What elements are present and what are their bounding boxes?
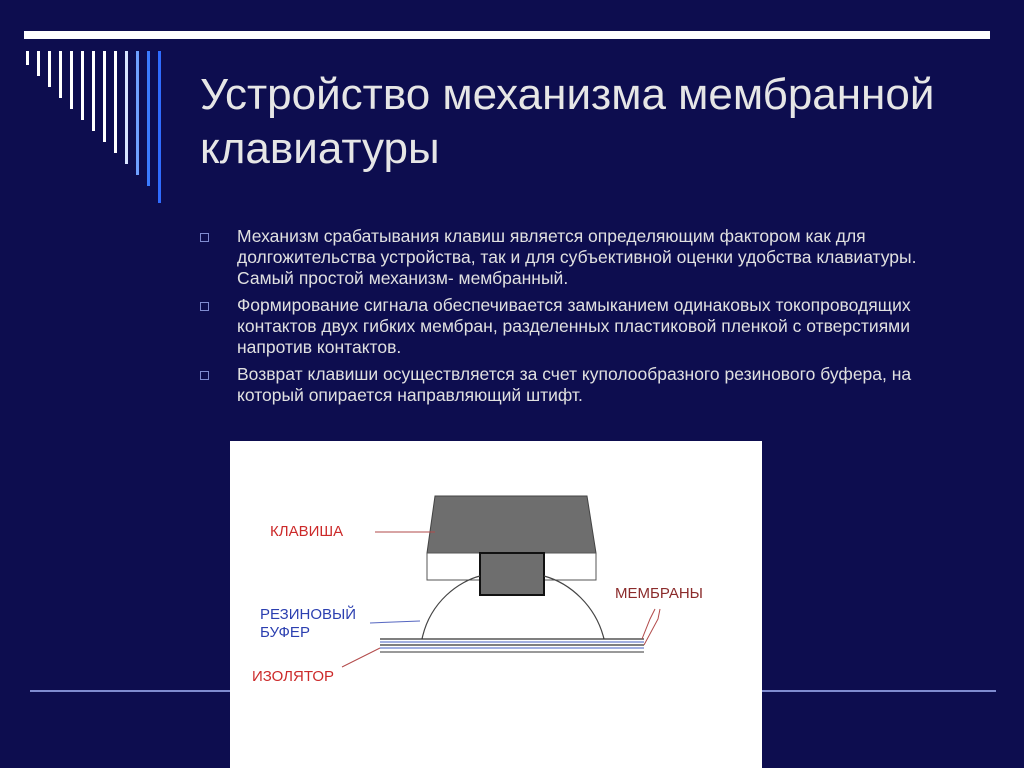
rubber-dome-left [422, 576, 480, 639]
bullet-square-icon [200, 302, 209, 311]
insulator-leader-line [342, 648, 380, 667]
key-stem [480, 553, 544, 595]
label-membranes: МЕМБРАНЫ [615, 585, 703, 602]
keycap-top [427, 496, 596, 553]
decorative-stripes [0, 0, 170, 210]
label-key: КЛАВИША [270, 523, 344, 540]
bullet-text: Механизм срабатывания клавиш является определяющим фактором как для долгожительства устройства, так и для субъективной оценки удобства клавиатуры. Самый простой механизм- мембранный. [237, 226, 917, 288]
slide-title: Устройство механизма мембранной клавиатуры [200, 70, 935, 174]
label-rubber-buffer-2: БУФЕР [260, 624, 310, 641]
rubber-dome-right [544, 576, 604, 639]
bullet-square-icon [200, 371, 209, 380]
bullet-item [200, 226, 960, 289]
bullet-item [200, 295, 960, 358]
bullet-square-icon [200, 233, 209, 242]
bullet-list [200, 226, 960, 412]
membranes-leader-line [642, 609, 655, 639]
buffer-leader-line [370, 621, 420, 623]
label-rubber-buffer-1: РЕЗИНОВЫЙ [260, 606, 357, 623]
bullet-text: Возврат клавиши осуществляется за счет куполообразного резинового буфера, на который опирается направляющий штифт. [237, 364, 912, 405]
bullet-item [200, 364, 960, 406]
label-insulator: ИЗОЛЯТОР [252, 668, 335, 685]
bullet-text: Формирование сигнала обеспечивается замыканием одинаковых токопроводящих контактов двух гибких мембран, разделенных пластиковой пленкой с отверстиями напротив контактов. [237, 295, 911, 357]
membrane-diagram [230, 441, 762, 768]
